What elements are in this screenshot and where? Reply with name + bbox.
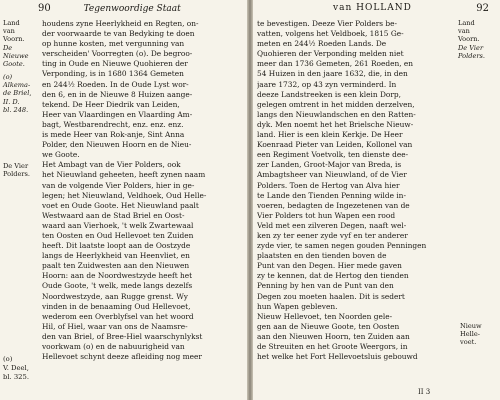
text-line: langs de Heerlykheid van Heenvliet, en	[42, 251, 190, 261]
text-line: we Goote.	[42, 150, 80, 160]
text-line: ken zy ter eener zyde vyf en ter anderer	[257, 230, 408, 240]
text-line: bagt, Westbarendrecht, enz. enz. enz.	[42, 119, 184, 129]
margin-note-line: Voorn.	[3, 35, 25, 44]
margin-note-line: De	[3, 43, 13, 52]
text-line: zy te kennen, dat de Hertog den tienden	[257, 271, 409, 281]
margin-note-line: Goote.	[3, 59, 25, 68]
footnote-line: V. Deel,	[3, 364, 29, 372]
text-line: deeze Landstreeken is een klein Dorp,	[257, 89, 401, 99]
margin-note-line: van	[458, 27, 470, 36]
text-line: meer dan 1736 Gemeten, 261 Roeden, en	[257, 59, 414, 69]
text-line: het Nieuwland geheeten, heeft zynen naam	[42, 170, 206, 180]
text-line: gen aan de Nieuwe Goote, ten Oosten	[257, 321, 400, 331]
text-line: Polders. Toen de Hertog van Alva hier	[257, 180, 400, 190]
text-line: Degen zou moeten haalen. Dit is sedert	[257, 291, 405, 301]
text-line: Westwaard aan de Stad Briel en Oost-	[42, 210, 185, 220]
text-line: ten Oosten en Oud Hellevoet ten Zuiden	[42, 230, 194, 240]
text-line: en 244½ Roeden. In de Oude Lyst wor-	[42, 79, 189, 89]
margin-note-line: Polders.	[3, 170, 31, 179]
left-page-body	[42, 19, 244, 362]
text-line: legen; het Nieuwland, Veldhoek, Oud Helle-	[42, 190, 207, 200]
left-page-header	[38, 3, 181, 14]
text-line: Nieuw Hellevoet, ten Noorden gele-	[257, 311, 393, 321]
text-line: aan den Nieuwen Hoorn, ten Zuiden aan	[257, 331, 410, 341]
text-line: te bevestigen. Deeze Vier Polders be-	[257, 19, 398, 28]
margin-note-line: Polders.	[458, 51, 486, 60]
text-line: wederom een Overblyfsel van het woord	[42, 311, 194, 321]
text-line: voet en Oude Goote. Het Nieuwland paalt	[42, 200, 199, 210]
text-line: Oude Goote, 't welk, mede langs dezelfs	[42, 281, 193, 291]
text-line: verscheiden' Voorregten (o). De begroo-	[42, 49, 193, 59]
margin-note-line: Nieuw	[460, 322, 482, 330]
text-line: plaatsten en den tienden boven de	[257, 251, 387, 261]
margin-note-line: voet.	[460, 338, 477, 347]
text-line: vatten, volgens het Veldboek, 1815 Ge-	[257, 29, 404, 39]
margin-note-line: Nieuwe	[3, 51, 29, 60]
text-line: zer Landen, Groot-Major van Breda, is	[257, 160, 402, 170]
text-line: ting in Oude en Nieuwe Quohieren der	[42, 59, 188, 69]
text-line: langs den Nieuwlandschen en den Ratten-	[257, 109, 416, 119]
text-line: Hellevoet schynt deeze afleiding nog meer	[42, 352, 202, 362]
right-margin-note-2	[460, 322, 482, 347]
text-line: Penning by hen van de Punt van den	[257, 281, 394, 291]
text-line: Heer van Vlaardingen en Vlaarding Am-	[42, 109, 193, 119]
text-line: meten en 244½ Roeden Lands. De	[257, 39, 387, 49]
right-running-head: van HOLLAND	[333, 3, 412, 13]
text-line: van de volgende Vier Polders, hier in ge-	[42, 180, 195, 190]
text-line: Verponding, is in 1680 1364 Gemeten	[42, 69, 184, 79]
text-line: waard aan Vierhoek, 't welk Zwartewaal	[42, 220, 194, 230]
text-line: te Lande den Tienden Penning wilde in-	[257, 190, 406, 200]
left-page-number: 90	[38, 3, 51, 14]
right-margin-note-1	[458, 19, 485, 60]
text-line: vinden in de benaaming Oud Hellevoet,	[42, 301, 191, 311]
text-line: het welke het Fort Hellevoetsluis gebouwd	[257, 352, 418, 362]
right-page-body	[257, 19, 453, 362]
text-line: Hoorn: aan de Noordwestzyde heeft het	[42, 271, 193, 281]
margin-note-line: II. D.	[3, 97, 20, 106]
text-line: Punt van den Degen. Hier mede gaven	[257, 261, 402, 271]
text-line: op hunne kosten, met vergunning van	[42, 39, 185, 49]
text-line: zyde vier, te samen negen gouden Penningen	[257, 241, 427, 251]
text-line: jaare 1732, op 43 zyn verminderd. In	[257, 79, 397, 89]
margin-note-line: de Briel,	[3, 89, 32, 98]
left-footnote	[3, 355, 29, 382]
text-line: Koenraad Pieter van Leiden, Kollonel van	[257, 140, 413, 150]
footnote-line: bl. 325.	[3, 373, 29, 381]
footnote-line: (o)	[3, 355, 13, 363]
right-page-header	[263, 3, 489, 13]
right-page	[253, 0, 500, 400]
text-line: der voorwaarde te van Bedyking te doen	[42, 29, 195, 39]
text-line: Polder, den Nieuwen Hoorn en de Nieu-	[42, 140, 192, 150]
margin-note-line: Alkema-	[3, 81, 31, 90]
text-line: Noordwestzyde, aan Rugge grenst. Wy	[42, 291, 188, 301]
margin-note-line: bl. 248.	[3, 105, 29, 114]
margin-note-line: Voorn.	[458, 35, 480, 44]
text-line: houdens zyne Heerlykheid en Regten, on-	[42, 19, 199, 28]
margin-note-line: De Vier	[458, 43, 484, 52]
left-running-head: Tegenwoordige Staat	[83, 4, 181, 14]
text-line: heeft. Dit laatste loopt aan de Oostzyde	[42, 241, 191, 251]
text-line: gelegen omtrent in het midden derzelven,	[257, 99, 415, 109]
right-page-number: 92	[476, 3, 489, 14]
text-line: Veld met een zilveren Degen, naaft wel-	[257, 220, 407, 230]
margin-note-line: van	[3, 27, 15, 36]
text-line: tekend. De Heer Diedrik van Leiden,	[42, 99, 180, 109]
text-line: de Streuiten en het Groote Weergors, in	[257, 342, 408, 351]
text-line: hun Wapen gebleven.	[257, 301, 338, 311]
margin-note-line: Helle-	[460, 330, 481, 339]
text-line: 54 Huizen in den jaare 1632, die, in den	[257, 69, 408, 79]
text-line: Hil, of Hiel, waar van ons de Naamsre-	[42, 321, 188, 331]
left-margin-note-1	[3, 19, 29, 68]
text-line: voorkwam (o) en de nabuurigheid van	[42, 342, 185, 351]
text-line: voeren, bedagten de Ingezetenen van de	[257, 200, 410, 210]
text-line: den van Briel, of Bree-Hiel waarschynlykst	[42, 331, 203, 341]
left-margin-note-2	[3, 73, 31, 114]
text-line: een Regiment Voetvolk, ten dienste dee-	[257, 150, 409, 160]
text-line: paalt ten Zuidwesten aan den Nieuwen	[42, 261, 190, 271]
text-line: is mede Heer van Rok-anje, Sint Anna	[42, 130, 185, 140]
text-line: Vier Polders tot hun Wapen een rood	[257, 210, 396, 220]
text-line: Quohieren der Verponding melden niet	[257, 49, 404, 59]
text-line: land. Hier is een klein Kerkje. De Heer	[257, 130, 403, 140]
margin-note-line: Land	[458, 19, 475, 27]
signature-mark: II 3	[418, 388, 431, 396]
text-line: Ambagtsheer van Nieuwland, of de Vier	[257, 170, 407, 180]
text-line: Het Ambagt van de Vier Polders, ook	[42, 160, 181, 170]
margin-note-line: (o)	[3, 73, 13, 81]
text-line: den 6, en in de Nieuwe 8 Huizen aange-	[42, 89, 193, 99]
left-page	[0, 0, 247, 400]
margin-note-line: Land	[3, 19, 20, 27]
margin-note-line: De Vier	[3, 162, 29, 170]
text-line: dyk. Men noemt het het Brielsche Nieuw-	[257, 119, 414, 129]
left-margin-note-3	[3, 162, 30, 178]
